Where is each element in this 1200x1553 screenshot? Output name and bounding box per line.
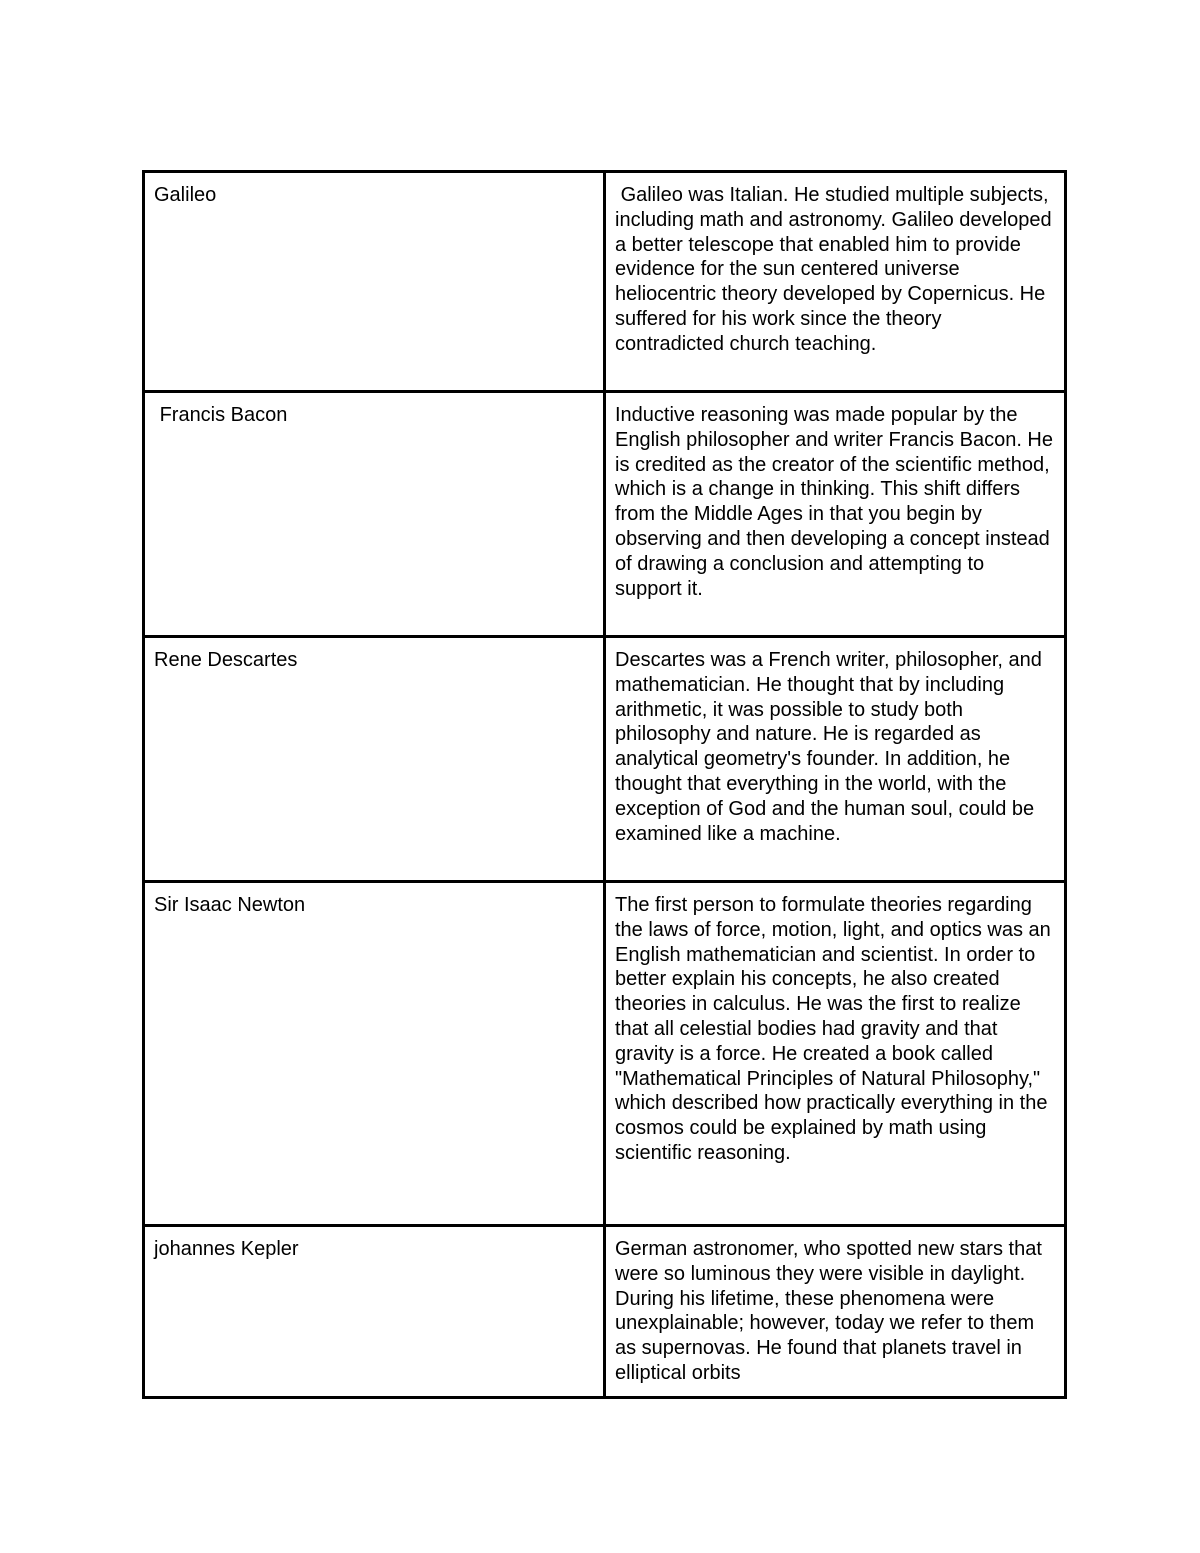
- scientists-table: [142, 170, 1067, 1399]
- description-cell-galileo: Galileo was Italian. He studied multiple subjects, including math and astronomy. Galileo developed a better telescope that enabled him to provide evidence for the sun centered universe heliocentric theory developed by Copernicus. He suffered for his work since the theory contradicted church teaching.: [605, 172, 1066, 392]
- name-cell-galileo: Galileo: [144, 172, 605, 392]
- description-cell-isaac-newton: The first person to formulate theories regarding the laws of force, motion, light, and optics was an English mathematician and scientist. In order to better explain his concepts, he also created theories in calculus. He was the first to realize that all celestial bodies had gravity and that gravity is a force. He created a book called "Mathematical Principles of Natural Philosophy," which described how practically everything in the cosmos could be explained by math using scientific reasoning.: [605, 882, 1066, 1226]
- description-cell-rene-descartes: Descartes was a French writer, philosopher, and mathematician. He thought that by including arithmetic, it was possible to study both philosophy and nature. He is regarded as analytical geometry's founder. In addition, he thought that everything in the world, with the exception of God and the human soul, could be examined like a machine.: [605, 637, 1066, 882]
- table-row-galileo: [144, 172, 1066, 392]
- name-cell-francis-bacon: Francis Bacon: [144, 392, 605, 637]
- name-cell-isaac-newton: Sir Isaac Newton: [144, 882, 605, 1226]
- name-cell-rene-descartes: Rene Descartes: [144, 637, 605, 882]
- table-row-rene-descartes: [144, 637, 1066, 882]
- description-cell-francis-bacon: Inductive reasoning was made popular by the English philosopher and writer Francis Bacon. He is credited as the creator of the scientific method, which is a change in thinking. This shift differs from the Middle Ages in that you begin by observing and then developing a concept instead of drawing a conclusion and attempting to support it.: [605, 392, 1066, 637]
- table-row-francis-bacon: [144, 392, 1066, 637]
- description-cell-johannes-kepler: German astronomer, who spotted new stars that were so luminous they were visible in daylight. During his lifetime, these phenomena were unexplainable; however, today we refer to them as supernovas. He found that planets travel in elliptical orbits: [605, 1226, 1066, 1398]
- name-cell-johannes-kepler: johannes Kepler: [144, 1226, 605, 1398]
- table-row-isaac-newton: [144, 882, 1066, 1226]
- table-row-johannes-kepler: [144, 1226, 1066, 1398]
